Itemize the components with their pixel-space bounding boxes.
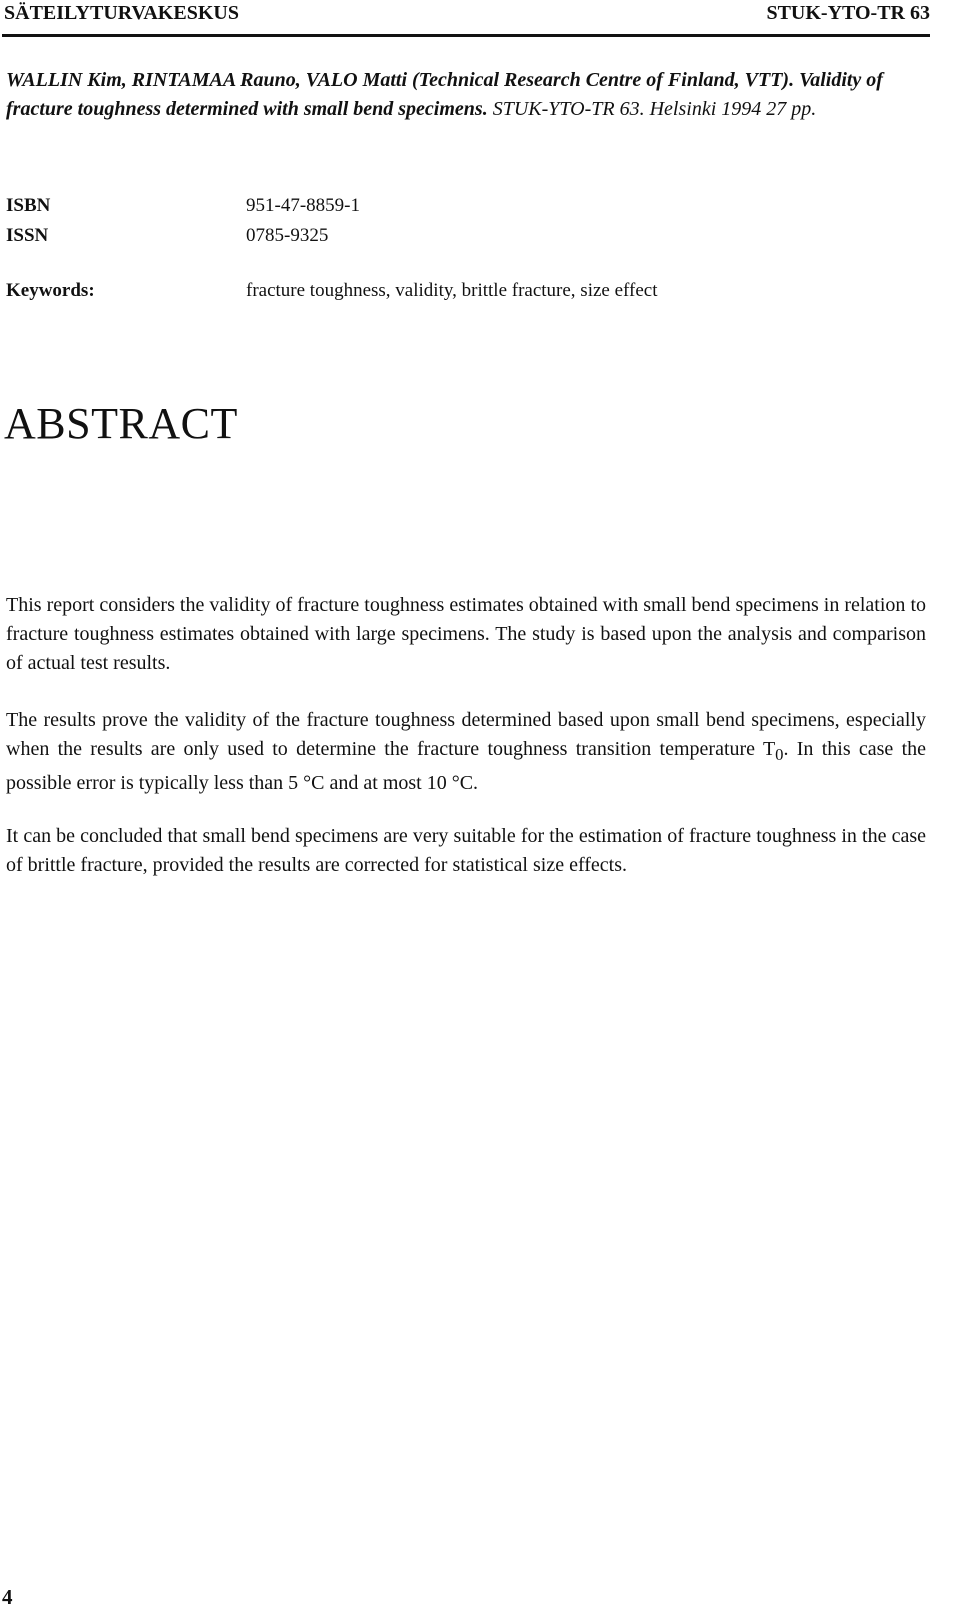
citation-title: Validity of fracture toughness determined with small bend specimens. bbox=[6, 69, 883, 120]
report-number: STUK-YTO-TR 63 bbox=[766, 2, 930, 24]
abstract-paragraph-1: This report considers the validity of fracture toughness estimates obtained with small bend specimens in relation to fracture toughness estimates obtained with large specimens. The study is based upon the analysis and comparison of actual test results. bbox=[6, 594, 926, 674]
header-rule bbox=[2, 34, 930, 37]
abstract-heading: ABSTRACT bbox=[4, 399, 238, 448]
citation-authors: WALLIN Kim, RINTAMAA Rauno, VALO Matti (Technical Research Centre of Finland, VTT). bbox=[6, 69, 795, 91]
running-header bbox=[4, 2, 930, 32]
subscript-zero: 0 bbox=[775, 745, 784, 764]
issn-value: 0785-9325 bbox=[246, 225, 329, 246]
isbn-value: 951-47-8859-1 bbox=[246, 195, 360, 216]
citation-series: STUK-YTO-TR 63. Helsinki bbox=[492, 98, 717, 120]
isbn-label: ISBN bbox=[6, 195, 51, 216]
abstract-paragraph-3: It can be concluded that small bend specimens are very suitable for the estimation of fracture toughness in the case of brittle fracture, provided the results are corrected for statistical size effects. bbox=[6, 825, 926, 876]
abstract-paragraph-2 bbox=[6, 706, 926, 798]
citation-year-pages: 1994 27 pp. bbox=[721, 98, 817, 120]
paragraph-2-text-start: The results prove the validity of the fracture toughness determined based upon small bend specimens, especially when the results are only used to determine the fracture toughness transition temperature T bbox=[6, 709, 926, 760]
keywords-label: Keywords: bbox=[6, 280, 95, 301]
citation-block bbox=[6, 66, 926, 124]
page-number: 4 bbox=[2, 1585, 13, 1609]
keywords-value: fracture toughness, validity, brittle fracture, size effect bbox=[246, 280, 658, 301]
paragraph-2-text-end: . In this case the possible error is typically less than 5 °C and at most 10 °C. bbox=[6, 738, 926, 794]
publisher-name: SÄTEILYTURVAKESKUS bbox=[4, 2, 239, 24]
issn-label: ISSN bbox=[6, 225, 49, 246]
